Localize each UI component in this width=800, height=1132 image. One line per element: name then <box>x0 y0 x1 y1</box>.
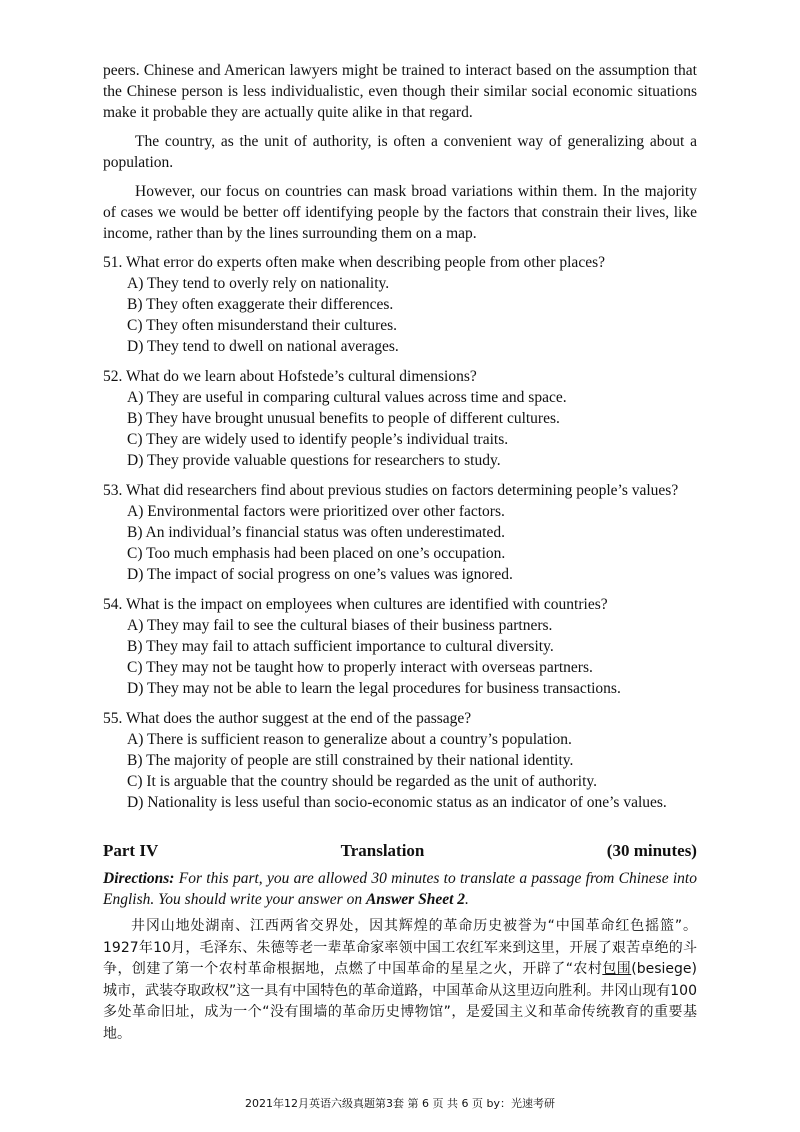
translation-text: (besiege) 城市，武装夺取政权”这一具有中国特色的革命道路，中国革命从这里迈向胜利。井冈山现有100多处革命旧址，成为一个“没有围墙的革命历史博物馆”，是爱国主义和革命传统教育的重要基地。 <box>103 961 697 1042</box>
directions-end: . <box>465 891 469 908</box>
answer-option-b: B) They have brought unusual benefits to people of different cultures. <box>127 410 560 427</box>
answer-options <box>103 615 697 699</box>
answer-options <box>103 729 697 813</box>
question-stem: 55. What does the author suggest at the end of the passage? <box>103 710 472 727</box>
answer-option-c: C) Too much emphasis had been placed on one’s occupation. <box>127 545 506 562</box>
translation-passage <box>103 916 697 1045</box>
answer-option-c: C) They may not be taught how to properly interact with overseas partners. <box>127 659 593 676</box>
answer-option-b: B) They often exaggerate their differences. <box>127 296 394 313</box>
directions-label: Directions: <box>103 870 175 887</box>
answer-option-b: B) They may fail to attach sufficient importance to cultural diversity. <box>127 638 554 655</box>
question-53 <box>103 480 697 585</box>
answer-options <box>103 387 697 471</box>
answer-option-d: D) They may not be able to learn the legal procedures for business transactions. <box>127 680 621 697</box>
answer-option-d: D) Nationality is less useful than socio-economic status as an indicator of one’s values. <box>127 794 667 811</box>
answer-options <box>103 273 697 357</box>
answer-option-a: A) They are useful in comparing cultural values across time and space. <box>127 389 567 406</box>
section-title: Translation <box>340 841 425 860</box>
underlined-term: 包围 <box>602 961 632 977</box>
answer-option-a: A) Environmental factors were prioritized over other factors. <box>127 503 505 520</box>
question-stem: 53. What did researchers find about previous studies on factors determining people’s values? <box>103 482 679 499</box>
question-52 <box>103 366 697 471</box>
answer-option-b: B) The majority of people are still constrained by their national identity. <box>127 752 574 769</box>
translation-text: 井冈山地处湖南、江西两省交界处，因其辉煌的革命历史被誉为“中国革命红色摇篮”。1927年10月，毛泽东、朱德等老一辈革命家率领中国工农红军来到这里，开展了艰苦卓绝的斗争，创建了第一个农村革命根据地，点燃了中国革命的星星之火，开辟了“农村 <box>103 918 697 977</box>
question-stem: 54. What is the impact on employees when cultures are identified with countries? <box>103 596 608 613</box>
passage-paragraph: peers. Chinese and American lawyers might be trained to interact based on the assumption that the Chinese person is less individualistic, even though their similar social economic situations make it probable they are actually quite alike in that regard. <box>103 62 697 121</box>
question-54 <box>103 594 697 699</box>
part-header <box>103 840 697 862</box>
passage-paragraph: The country, as the unit of authority, is often a convenient way of generalizing about a population. <box>103 133 697 171</box>
time-limit: (30 minutes) <box>606 841 697 860</box>
answer-option-d: D) The impact of social progress on one’s values was ignored. <box>127 566 513 583</box>
answer-options <box>103 501 697 585</box>
answer-sheet-ref: Answer Sheet 2 <box>365 891 466 908</box>
part-title: Part IV <box>103 841 159 860</box>
answer-option-c: C) It is arguable that the country should be regarded as the unit of authority. <box>127 773 598 790</box>
question-51 <box>103 252 697 357</box>
answer-option-a: A) They tend to overly rely on nationality. <box>127 275 390 292</box>
question-stem: 52. What do we learn about Hofstede’s cultural dimensions? <box>103 368 477 385</box>
directions <box>103 868 697 910</box>
page-content <box>103 60 697 1045</box>
answer-option-a: A) They may fail to see the cultural biases of their business partners. <box>127 617 553 634</box>
answer-option-a: A) There is sufficient reason to generalize about a country’s population. <box>127 731 572 748</box>
question-stem: 51. What error do experts often make when describing people from other places? <box>103 254 605 271</box>
question-list <box>103 252 697 813</box>
passage-paragraph: However, our focus on countries can mask broad variations within them. In the majority of cases we would be better off identifying people by the factors that constrain their lives, like income, rather than by the lines surrounding them on a map. <box>103 183 697 242</box>
answer-option-d: D) They tend to dwell on national averages. <box>127 338 399 355</box>
reading-passage <box>103 60 697 244</box>
answer-option-c: C) They often misunderstand their cultures. <box>127 317 398 334</box>
answer-option-b: B) An individual’s financial status was often underestimated. <box>127 524 505 541</box>
answer-option-c: C) They are widely used to identify people’s individual traits. <box>127 431 509 448</box>
directions-text: For this part, you are allowed 30 minutes to translate a passage from Chinese into English. You should write your answer on <box>103 870 697 908</box>
question-55 <box>103 708 697 813</box>
page-footer: 2021年12月英语六级真题第3套 第 6 页 共 6 页 by：光速考研 <box>245 1097 555 1110</box>
answer-option-d: D) They provide valuable questions for researchers to study. <box>127 452 501 469</box>
